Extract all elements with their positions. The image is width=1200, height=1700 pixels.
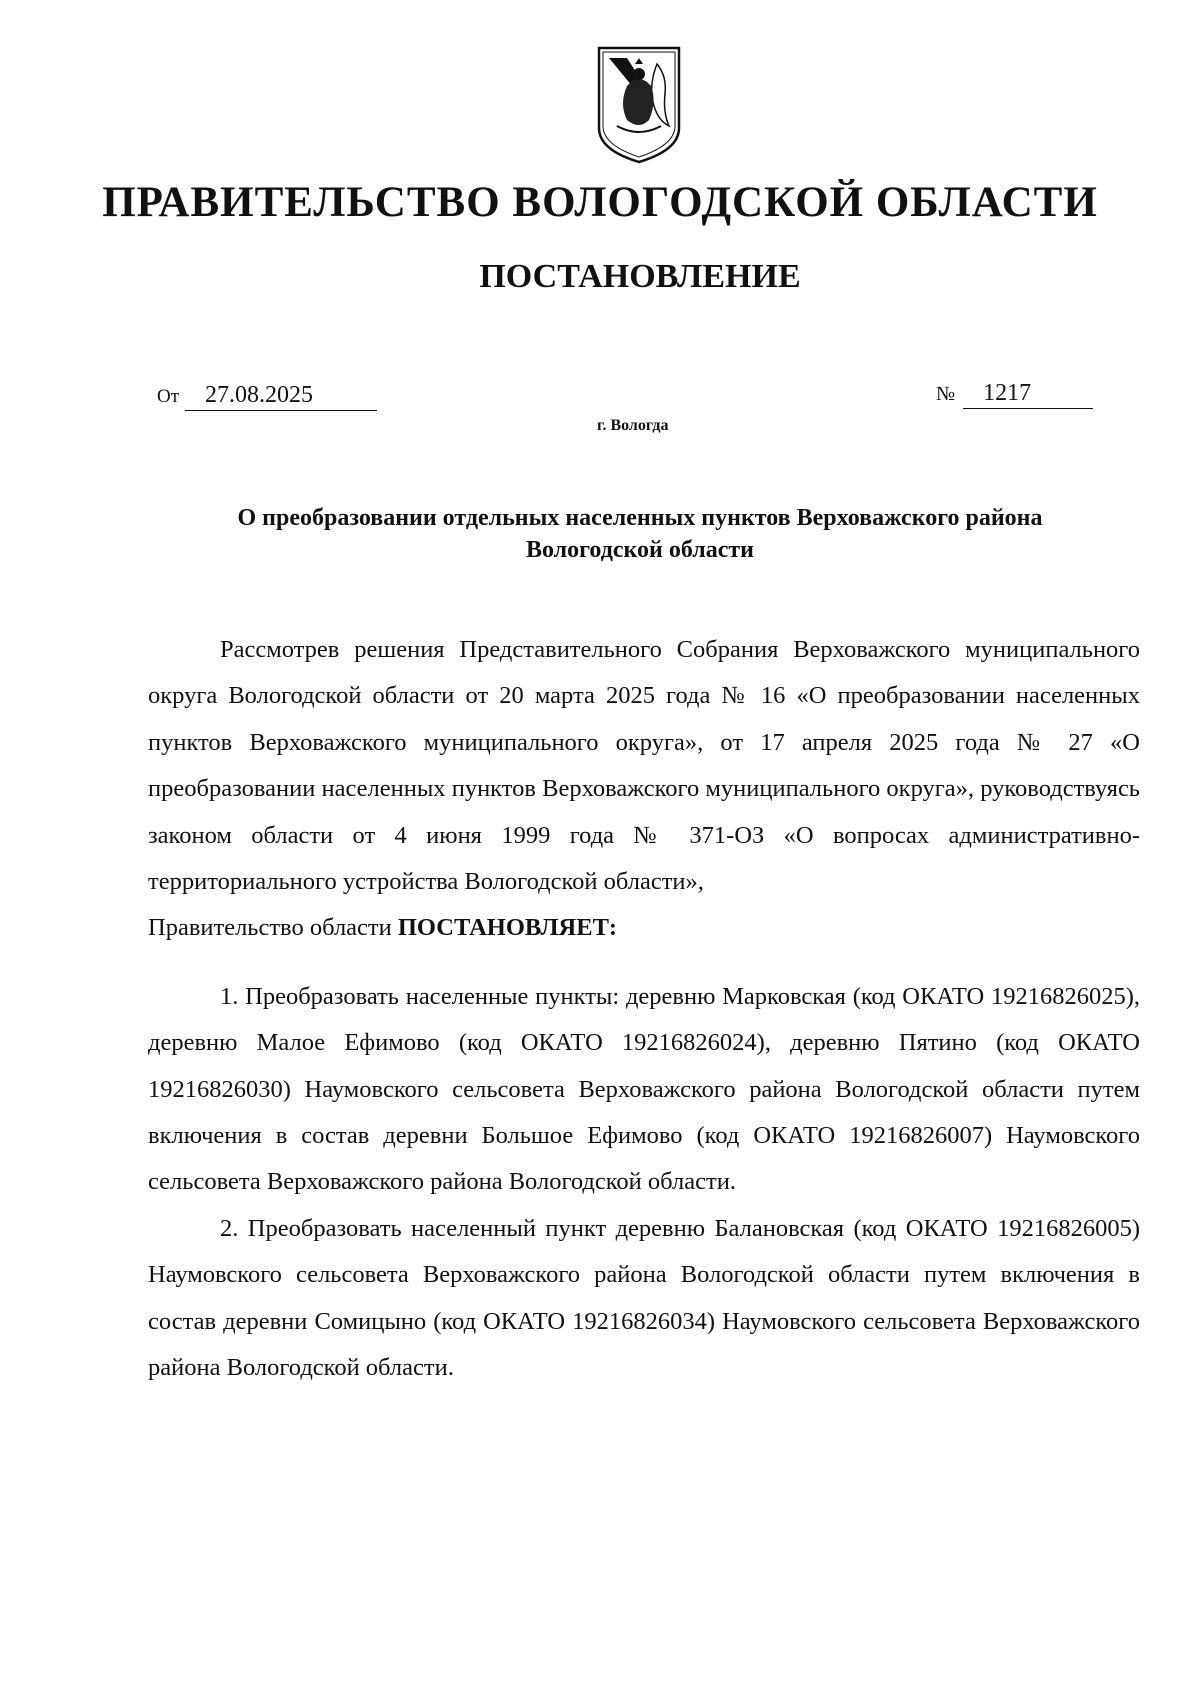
number-prefix: № (936, 383, 956, 405)
document-subject (140, 502, 1140, 566)
date-field (157, 382, 377, 411)
number-field (936, 380, 1093, 409)
subject-line-2: Вологодской области (525, 537, 755, 563)
document-body (148, 627, 1140, 1392)
preamble-paragraph: Рассмотрев решения Представительного Собрания Верховажского муниципального округа Вологодской области от 20 марта 2025 года № 16 «О преобразовании населенных пунктов Верховажского муниципального округа», от 17 апреля 2025 года № 27 «О преобразовании населенных пунктов Верховажского муниципального округа», руководствуясь законом области от 4 июня 1999 года № 371-ОЗ «О вопросах административно-территориального устройства Вологодской области», (148, 636, 1140, 896)
date-prefix: От (157, 386, 180, 407)
document-date: 27.08.2025 (185, 382, 377, 411)
document-kind: ПОСТАНОВЛЕНИЕ (479, 258, 801, 295)
city-label: г. Вологда (597, 417, 669, 434)
government-title: ПРАВИТЕЛЬСТВО ВОЛОГОДСКОЙ ОБЛАСТИ (102, 179, 1098, 226)
resolution-line (148, 905, 1140, 951)
resolves-word: ПОСТАНОВЛЯЕТ: (397, 914, 618, 942)
document-number: 1217 (963, 380, 1093, 409)
clause-2: 2. Преобразовать населенный пункт деревню Балановская (код ОКАТО 19216826005) Наумовского сельсовета Верховажского района Вологодской области путем включения в состав деревни Сомицыно (код ОКАТО 19216826034) Наумовского сельсовета Верховажского района Вологодской области. (148, 1214, 1140, 1382)
resolves-prefix: Правительство области (148, 914, 392, 942)
clause-1: 1. Преобразовать населенные пункты: деревню Марковская (код ОКАТО 19216826025), деревню Малое Ефимово (код ОКАТО 19216826024), деревню Пятино (код ОКАТО 19216826030) Наумовского сельсовета Верховажского района Вологодской области путем включения в состав деревни Большое Ефимово (код ОКАТО 19216826007) Наумовского сельсовета Верховажского района Вологодской области. (148, 982, 1140, 1196)
subject-line-1: О преобразовании отдельных населенных пунктов Верховажского района (237, 505, 1043, 531)
coat-of-arms-icon (597, 46, 681, 164)
